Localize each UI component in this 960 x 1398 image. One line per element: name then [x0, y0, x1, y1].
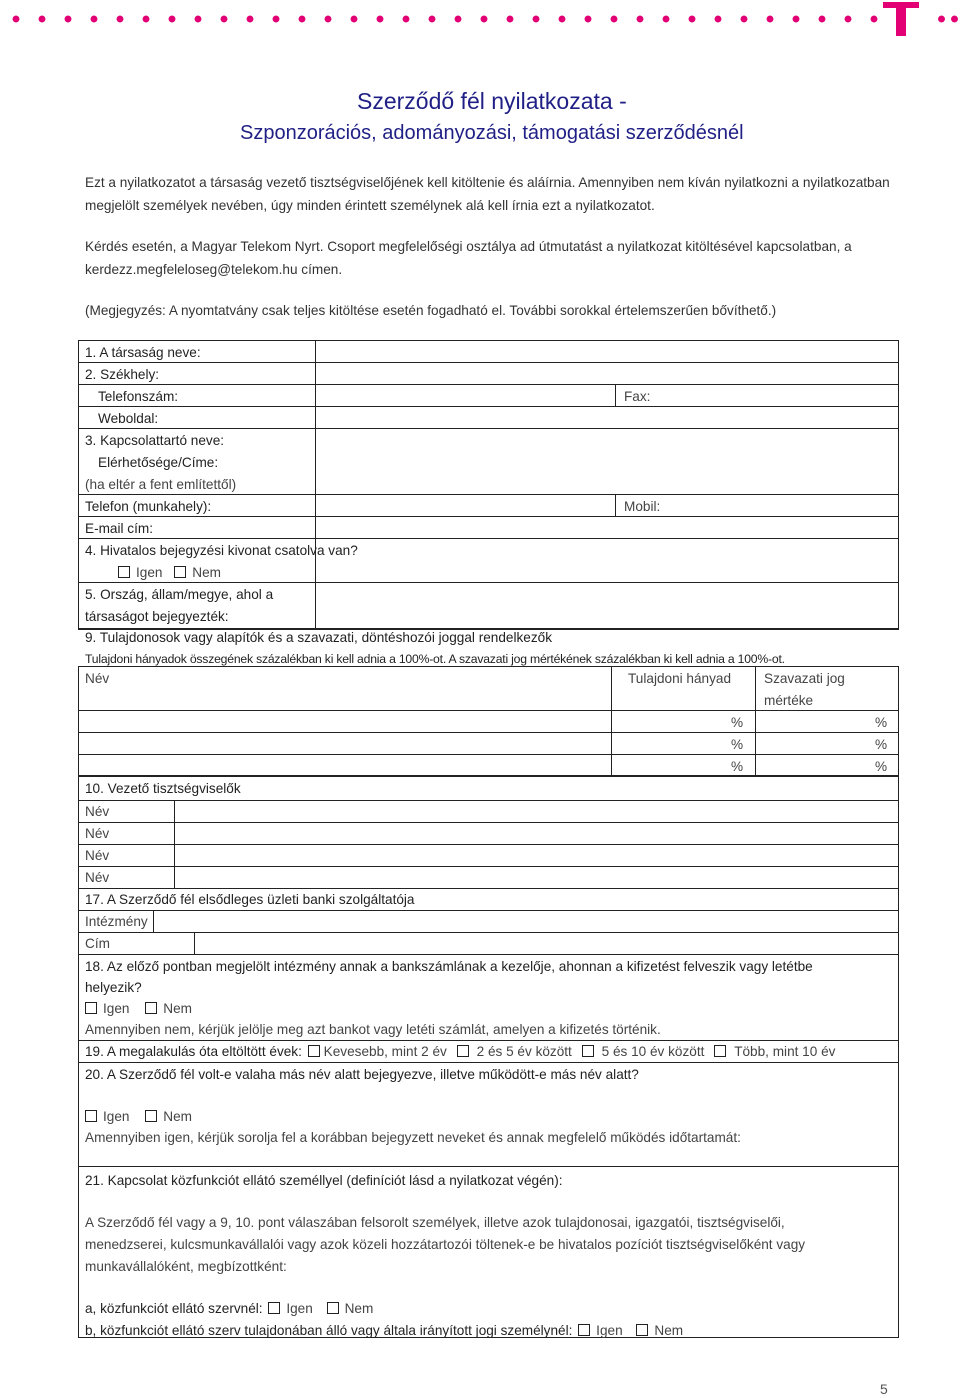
q20-label: 20. A Szerződő fél volt-e valaha más név alatt bejegyezve, illetve működött-e más név alatt?: [85, 1067, 639, 1082]
bank-institution-field[interactable]: [154, 911, 898, 932]
q20-no-checkbox[interactable]: [145, 1110, 157, 1122]
q19-opt3-checkbox[interactable]: [582, 1045, 594, 1057]
officer-4-label: Név: [85, 870, 110, 885]
owner-row-1-vote-percent: %: [875, 715, 888, 730]
owner-row-2-share-percent: %: [731, 737, 744, 752]
q18-label-line2: helyezik?: [85, 980, 142, 995]
phone-label: Telefonszám:: [98, 389, 179, 404]
owners-col-name: Név: [85, 671, 110, 686]
bank-address-label: Cím: [85, 936, 110, 951]
officer-1-label: Név: [85, 804, 110, 819]
q20-names-field[interactable]: [79, 1148, 898, 1166]
owners-heading: 9. Tulajdonosok vagy alapítók és a szavazati, döntéshozói joggal rendelkezők: [85, 630, 553, 645]
owner-row-1-name[interactable]: [79, 711, 610, 732]
company-name-field[interactable]: [316, 341, 898, 362]
pep-paragraph-line1: A Szerződő fél vagy a 9, 10. pont válaszában felsorolt személyek, illetve azok tulajdonosai, igazgatói, tisztségviselői,: [85, 1215, 785, 1230]
q19-label: 19. A megalakulás óta eltöltött évek:: [85, 1044, 302, 1059]
q19-opt3-label: 5 és 10 év között: [601, 1044, 705, 1059]
q19-opt4-label: Több, mint 10 év: [734, 1044, 836, 1059]
officer-3-field[interactable]: [175, 845, 898, 866]
pep-a-no-checkbox[interactable]: [327, 1302, 339, 1314]
owners-note: Tulajdoni hányadok összegének százalékban ki kell adnia a 100%-ot. A szavazati jog mértékének százalékban ki kell adnia a 100%-ot.: [85, 652, 785, 666]
owner-row-2-name[interactable]: [79, 733, 610, 754]
email-field[interactable]: [316, 517, 898, 538]
header-dot-row: [0, 14, 880, 24]
pep-b-no-checkbox[interactable]: [636, 1324, 648, 1336]
pep-a-yes-label: Igen: [286, 1301, 313, 1316]
page-subtitle: Szponzorációs, adományozási, támogatási szerződésnél: [240, 122, 744, 144]
q19-row: [85, 1043, 835, 1061]
pep-b-yes-label: Igen: [596, 1323, 623, 1338]
officer-1-field[interactable]: [175, 801, 898, 822]
pep-paragraph-line2: menedzserei, kulcsmunkavállalói vagy azok közeli hozzátartozói töltenek-e be hivatalos pozíciót tisztségviselőként vagy: [85, 1237, 806, 1252]
pep-paragraph-line3: munkavállalóként, megbízottként:: [85, 1259, 287, 1274]
q19-opt4-checkbox[interactable]: [714, 1045, 726, 1057]
q4-no-label: Nem: [192, 565, 221, 580]
q18-note: Amennyiben nem, kérjük jelölje meg azt bankot vagy letéti számlát, amelyen a kifizetés történik.: [85, 1022, 661, 1037]
work-phone-label: Telefon (munkahely):: [85, 499, 212, 514]
work-phone-field[interactable]: [316, 495, 614, 516]
pep-heading: 21. Kapcsolat közfunkciót ellátó személlyel (definíciót lásd a nyilatkozat végén):: [85, 1173, 563, 1188]
telekom-logo: [883, 2, 919, 36]
owner-row-3-share-percent: %: [731, 759, 744, 774]
officer-4-field[interactable]: [175, 867, 898, 888]
q18-yes-checkbox[interactable]: [85, 1002, 97, 1014]
q19-opt2-label: 2 és 5 év között: [476, 1044, 572, 1059]
website-label: Weboldal:: [98, 411, 159, 426]
reach-label: Elérhetősége/Címe:: [98, 455, 219, 470]
q19-opt1-checkbox[interactable]: [308, 1045, 320, 1057]
q18-no-checkbox[interactable]: [145, 1002, 157, 1014]
q4-no-checkbox[interactable]: [174, 566, 186, 578]
q4-yes-checkbox[interactable]: [118, 566, 130, 578]
q4-yes-label: Igen: [136, 565, 163, 580]
q18-options: [85, 1000, 192, 1018]
owners-col-vote-2: mértéke: [764, 693, 814, 708]
seat-label: 2. Székhely:: [85, 367, 160, 382]
website-field[interactable]: [316, 407, 898, 428]
officer-2-label: Név: [85, 826, 110, 841]
q5-label-line1: 5. Ország, állam/megye, ahol a: [85, 587, 274, 602]
seat-field[interactable]: [316, 363, 898, 384]
reach-note: (ha eltér a fent említettől): [85, 477, 237, 492]
q18-yes-label: Igen: [103, 1001, 130, 1016]
pep-a-yes-checkbox[interactable]: [268, 1302, 280, 1314]
intro-note: (Megjegyzés: A nyomtatvány csak teljes kitöltése esetén fogadható el. További sorokkal értelemszerűen bővíthető.): [85, 303, 777, 318]
owner-row-3-name[interactable]: [79, 755, 610, 776]
q20-yes-label: Igen: [103, 1109, 130, 1124]
page-title: Szerződő fél nyilatkozata -: [357, 88, 627, 114]
q4-options: [118, 564, 221, 582]
bank-institution-label: Intézmény: [85, 914, 148, 929]
header-dot-row-right: [935, 14, 960, 24]
pep-a-label: a, közfunkciót ellátó szervnél:: [85, 1301, 263, 1316]
intro-paragraph-1: Ezt a nyilatkozatot a társaság vezető tisztségviselőjének kell kitöltenie és aláírnia. Amennyiben nem kíván nyilatkozni a nyilatkozatban megjelölt személyek nevében, úgy minden érintett személynek alá kell írnia ezt a nyilatkozatot.: [85, 175, 890, 213]
officer-2-field[interactable]: [175, 823, 898, 844]
q5-label-line2: társaságot bejegyezték:: [85, 609, 229, 624]
contact-field[interactable]: [316, 429, 898, 494]
q4-label: 4. Hivatalos bejegyzési kivonat csatolva van?: [85, 543, 358, 558]
bank-heading: 17. A Szerződő fél elsődleges üzleti banki szolgáltatója: [85, 892, 415, 907]
company-name-label: 1. A társaság neve:: [85, 345, 201, 360]
owners-col-vote-1: Szavazati jog: [764, 671, 845, 686]
q20-options: [85, 1108, 192, 1126]
owners-col-share: Tulajdoni hányad: [628, 671, 732, 686]
pep-a-no-label: Nem: [344, 1301, 374, 1316]
phone-field[interactable]: [316, 385, 614, 406]
intro-paragraph-2: Kérdés esetén, a Magyar Telekom Nyrt. Csoport megfelelőségi osztálya ad útmutatást a nyilatkozat kitöltésével kapcsolatban, a kerdezz.megfeleloseg@telekom.hu címen.: [85, 239, 852, 277]
q18-label-line1: 18. Az előző pontban megjelölt intézmény annak a bankszámlának a kezelője, ahonnan a kifizetést felveszik vagy letétbe: [85, 959, 813, 974]
bank-address-field[interactable]: [195, 933, 898, 954]
pep-b-yes-checkbox[interactable]: [578, 1324, 590, 1336]
contact-label: 3. Kapcsolattartó neve:: [85, 433, 225, 448]
owner-row-2-vote-percent: %: [875, 737, 888, 752]
q20-no-label: Nem: [163, 1109, 192, 1124]
pep-b-row: [85, 1322, 683, 1340]
pep-a-row: [85, 1300, 373, 1318]
email-label: E-mail cím:: [85, 521, 153, 536]
q18-no-label: Nem: [163, 1001, 192, 1016]
officers-heading: 10. Vezető tisztségviselők: [85, 781, 241, 796]
officer-3-label: Név: [85, 848, 110, 863]
q20-note: Amennyiben igen, kérjük sorolja fel a korábban bejegyzett neveket és annak megfelelő működés időtartamát:: [85, 1130, 741, 1145]
pep-b-no-label: Nem: [654, 1323, 684, 1338]
q20-yes-checkbox[interactable]: [85, 1110, 97, 1122]
pep-b-label: b, közfunkciót ellátó szerv tulajdonában álló vagy általa irányított jogi személynél:: [85, 1323, 573, 1338]
page-number: 5: [880, 1381, 888, 1397]
q5-field[interactable]: [316, 583, 898, 628]
mobile-label: Mobil:: [624, 499, 661, 514]
owner-row-1-share-percent: %: [731, 715, 744, 730]
q19-opt2-checkbox[interactable]: [457, 1045, 469, 1057]
q19-opt1-label: Kevesebb, mint 2 év: [323, 1044, 447, 1059]
owner-row-3-vote-percent: %: [875, 759, 888, 774]
fax-label: Fax:: [624, 389, 651, 404]
